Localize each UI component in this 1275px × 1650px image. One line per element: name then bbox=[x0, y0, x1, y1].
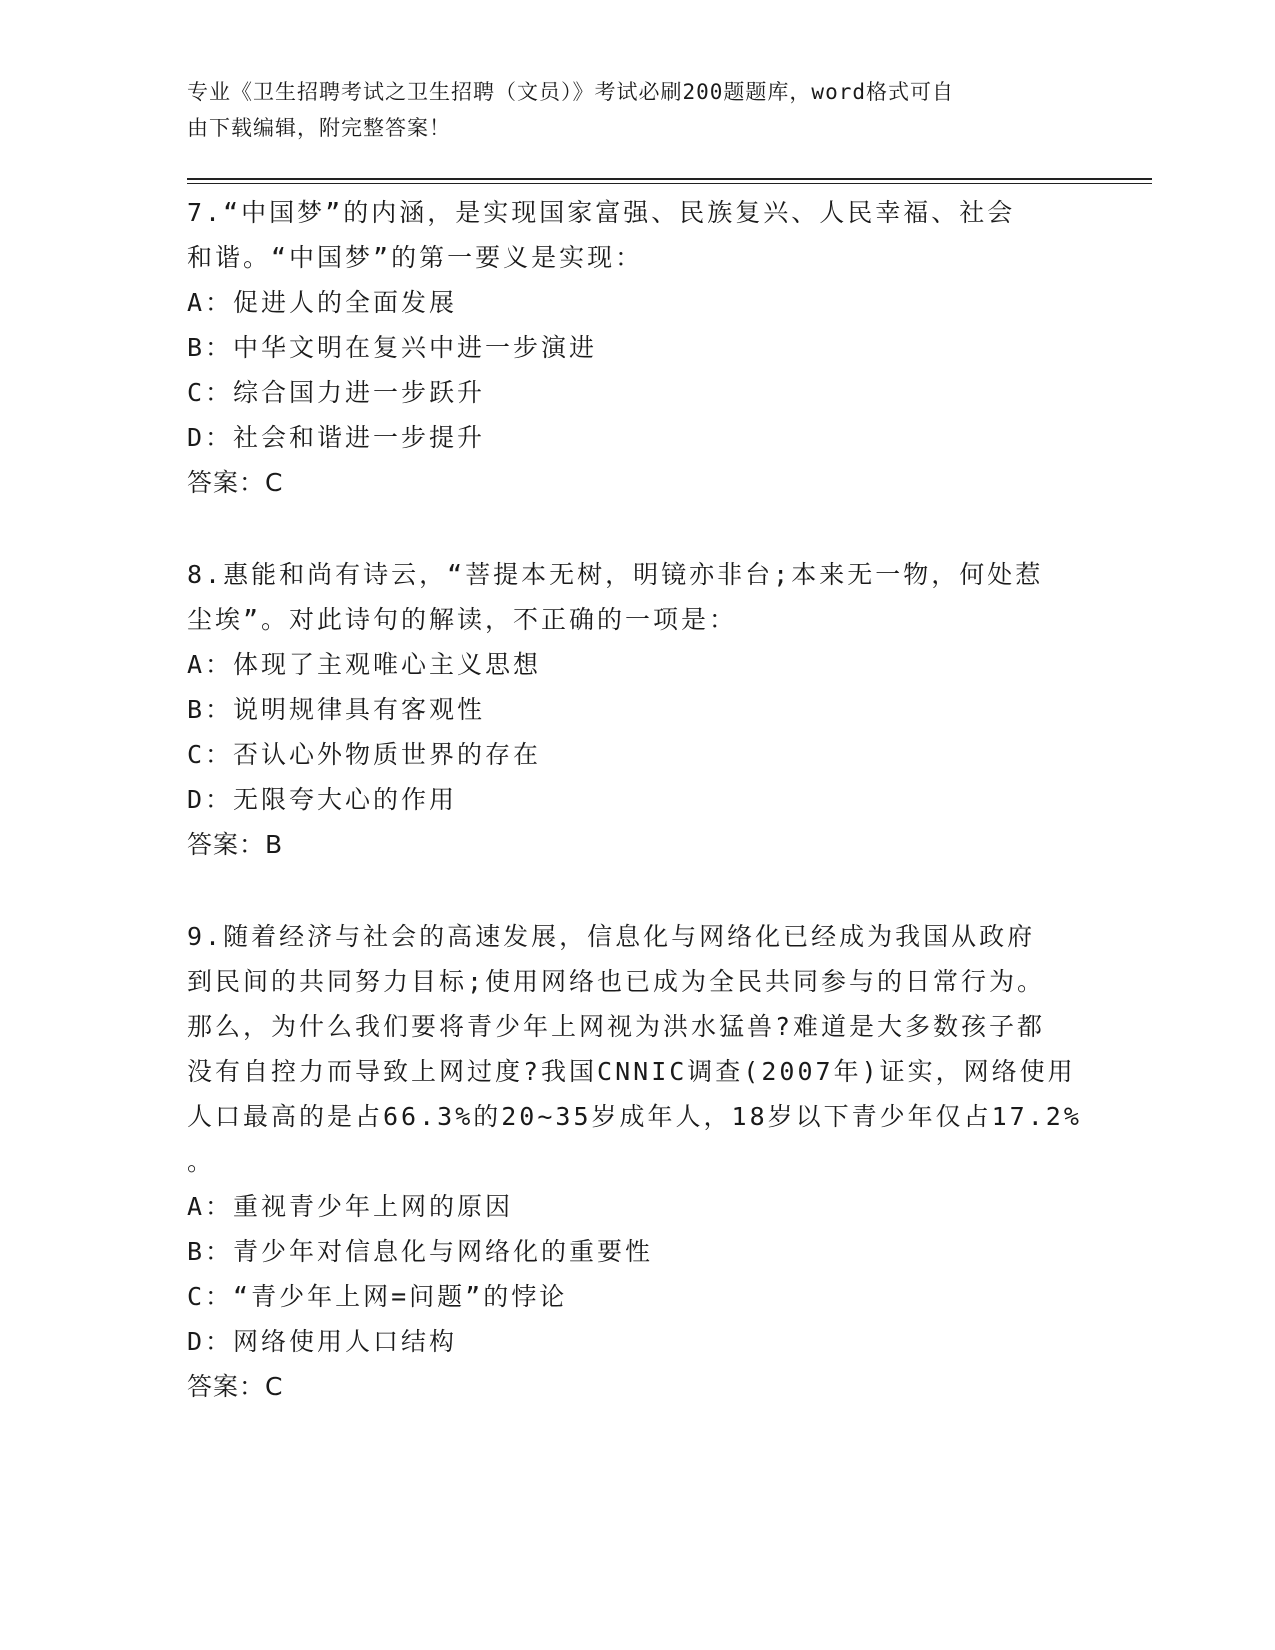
option-c: C：“青少年上网=问题”的悖论 bbox=[187, 1282, 568, 1311]
question-9 bbox=[187, 914, 1107, 1409]
option-a: A：体现了主观唯心主义思想 bbox=[187, 650, 542, 679]
question-stem-line: 那么，为什么我们要将青少年上网视为洪水猛兽?难道是大多数孩子都 bbox=[187, 1012, 1046, 1041]
question-stem-line: 9.随着经济与社会的高速发展，信息化与网络化已经成为我国从政府 bbox=[187, 922, 1036, 951]
question-stem-line: 到民间的共同努力目标;使用网络也已成为全民共同参与的日常行为。 bbox=[187, 967, 1046, 996]
header-divider-thick bbox=[187, 178, 1152, 180]
answer-line: 答案：C bbox=[187, 468, 284, 497]
option-b: B：中华文明在复兴中进一步演进 bbox=[187, 333, 598, 362]
question-stem-line: 8.惠能和尚有诗云，“菩提本无树，明镜亦非台;本来无一物，何处惹 bbox=[187, 560, 1044, 589]
answer-line: 答案：C bbox=[187, 1372, 284, 1401]
answer-line: 答案：B bbox=[187, 830, 284, 859]
document-header bbox=[187, 74, 1087, 146]
question-list bbox=[187, 190, 1107, 1456]
question-8 bbox=[187, 552, 1107, 867]
header-line-1: 专业《卫生招聘考试之卫生招聘（文员）》考试必刷200题题库，word格式可自 bbox=[187, 80, 954, 104]
question-stem-line: 7.“中国梦”的内涵，是实现国家富强、民族复兴、人民幸福、社会 bbox=[187, 198, 1016, 227]
question-stem-line: 和谐。“中国梦”的第一要义是实现： bbox=[187, 243, 644, 272]
question-stem-line: 没有自控力而导致上网过度?我国CNNIC调查(2007年)证实，网络使用 bbox=[187, 1057, 1076, 1086]
option-c: C：否认心外物质世界的存在 bbox=[187, 740, 542, 769]
question-stem-line: 尘埃”。对此诗句的解读，不正确的一项是： bbox=[187, 605, 738, 634]
question-stem-line: 人口最高的是占66.3%的20~35岁成年人，18岁以下青少年仅占17.2% bbox=[187, 1102, 1082, 1131]
option-b: B：说明规律具有客观性 bbox=[187, 695, 486, 724]
option-d: D：网络使用人口结构 bbox=[187, 1327, 458, 1356]
question-stem-line: 。 bbox=[187, 1147, 216, 1176]
option-d: D：无限夸大心的作用 bbox=[187, 785, 458, 814]
header-line-2: 由下载编辑，附完整答案！ bbox=[187, 116, 451, 140]
option-c: C：综合国力进一步跃升 bbox=[187, 378, 486, 407]
option-d: D：社会和谐进一步提升 bbox=[187, 423, 486, 452]
header-divider-thin bbox=[187, 183, 1152, 184]
option-b: B：青少年对信息化与网络化的重要性 bbox=[187, 1237, 654, 1266]
option-a: A：促进人的全面发展 bbox=[187, 288, 458, 317]
question-7 bbox=[187, 190, 1107, 505]
option-a: A：重视青少年上网的原因 bbox=[187, 1192, 514, 1221]
